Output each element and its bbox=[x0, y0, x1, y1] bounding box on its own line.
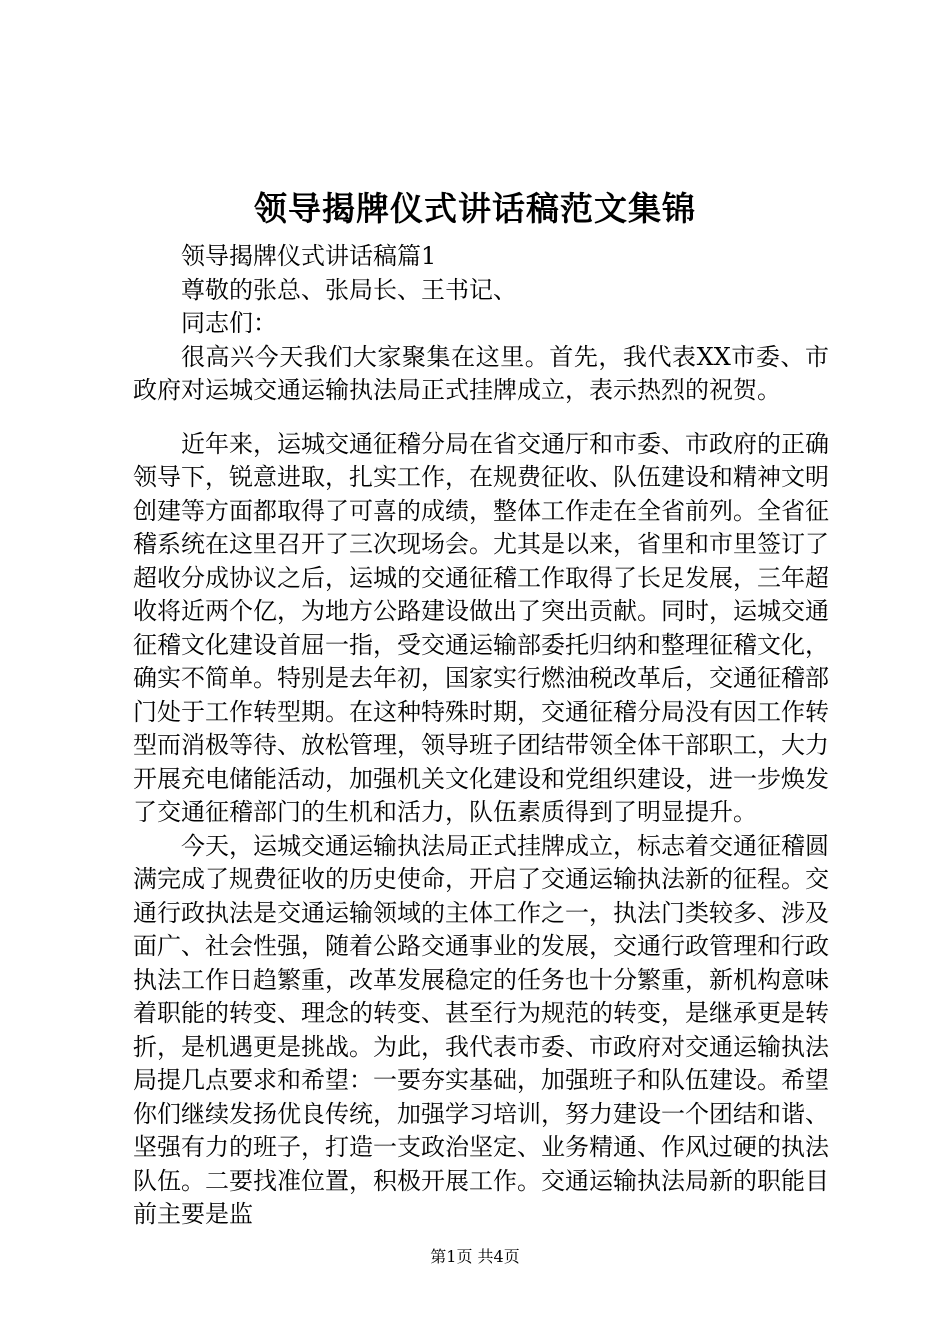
body-paragraph: 今天，运城交通运输执法局正式挂牌成立，标志着交通征稽圆满完成了规费征收的历史使命，开启了交通运输执法新的征程。交通行政执法是交通运输领域的主体工作之一，执法门类较多、涉及面广、社会性强，随着公路交通事业的发展，交通行政管理和行政执法工作日趋繁重，改革发展稳定的任务也十分繁重，新机构意味着职能的转变、理念的转变、甚至行为规范的转变，是继承更是转折，是机遇更是挑战。为此，我代表市委、市政府对交通运输执法局提几点要求和希望：一要夯实基础，加强班子和队伍建设。希望你们继续发扬优良传统，加强学习培训，努力建设一个团结和谐、坚强有力的班子，打造一支政治坚定、业务精通、作风过硬的执法队伍。二要找准位置，积极开展工作。交通运输执法局新的职能目前主要是监 bbox=[133, 831, 829, 1228]
salutation-line: 尊敬的张总、张局长、王书记、 bbox=[181, 275, 517, 304]
body-paragraph: 近年来，运城交通征稽分局在省交通厅和市委、市政府的正确领导下，锐意进取，扎实工作，在规费征收、队伍建设和精神文明创建等方面都取得了可喜的成绩，整体工作走在全省前列。全省征稽系统在这里召开了三次现场会。尤其是以来，省里和市里签订了超收分成协议之后，运城的交通征稽工作取得了长足发展，三年超收将近两个亿，为地方公路建设做出了突出贡献。同时，运城交通征稽文化建设首屈一指，受交通运输部委托归纳和整理征稽文化，确实不简单。特别是去年初，国家实行燃油税改革后，交通征稽部门处于工作转型期。在这种特殊时期，交通征稽分局没有因工作转型而消极等待、放松管理，领导班子团结带领全体干部职工，大力开展充电储能活动，加强机关文化建设和党组织建设，进一步焕发了交通征稽部门的生机和活力，队伍素质得到了明显提升。 bbox=[133, 429, 829, 826]
salutation-line: 同志们： bbox=[181, 309, 277, 337]
body-paragraph: 很高兴今天我们大家聚集在这里。首先，我代表XX市委、市政府对运城交通运输执法局正式挂牌成立，表示热烈的祝贺。 bbox=[133, 342, 829, 404]
page-number-footer: 第1页 共4页 bbox=[430, 1247, 520, 1266]
section-heading: 领导揭牌仪式讲话稿篇1 bbox=[181, 242, 437, 270]
document-title: 领导揭牌仪式讲话稿范文集锦 bbox=[254, 189, 696, 228]
document-body bbox=[133, 240, 829, 1232]
